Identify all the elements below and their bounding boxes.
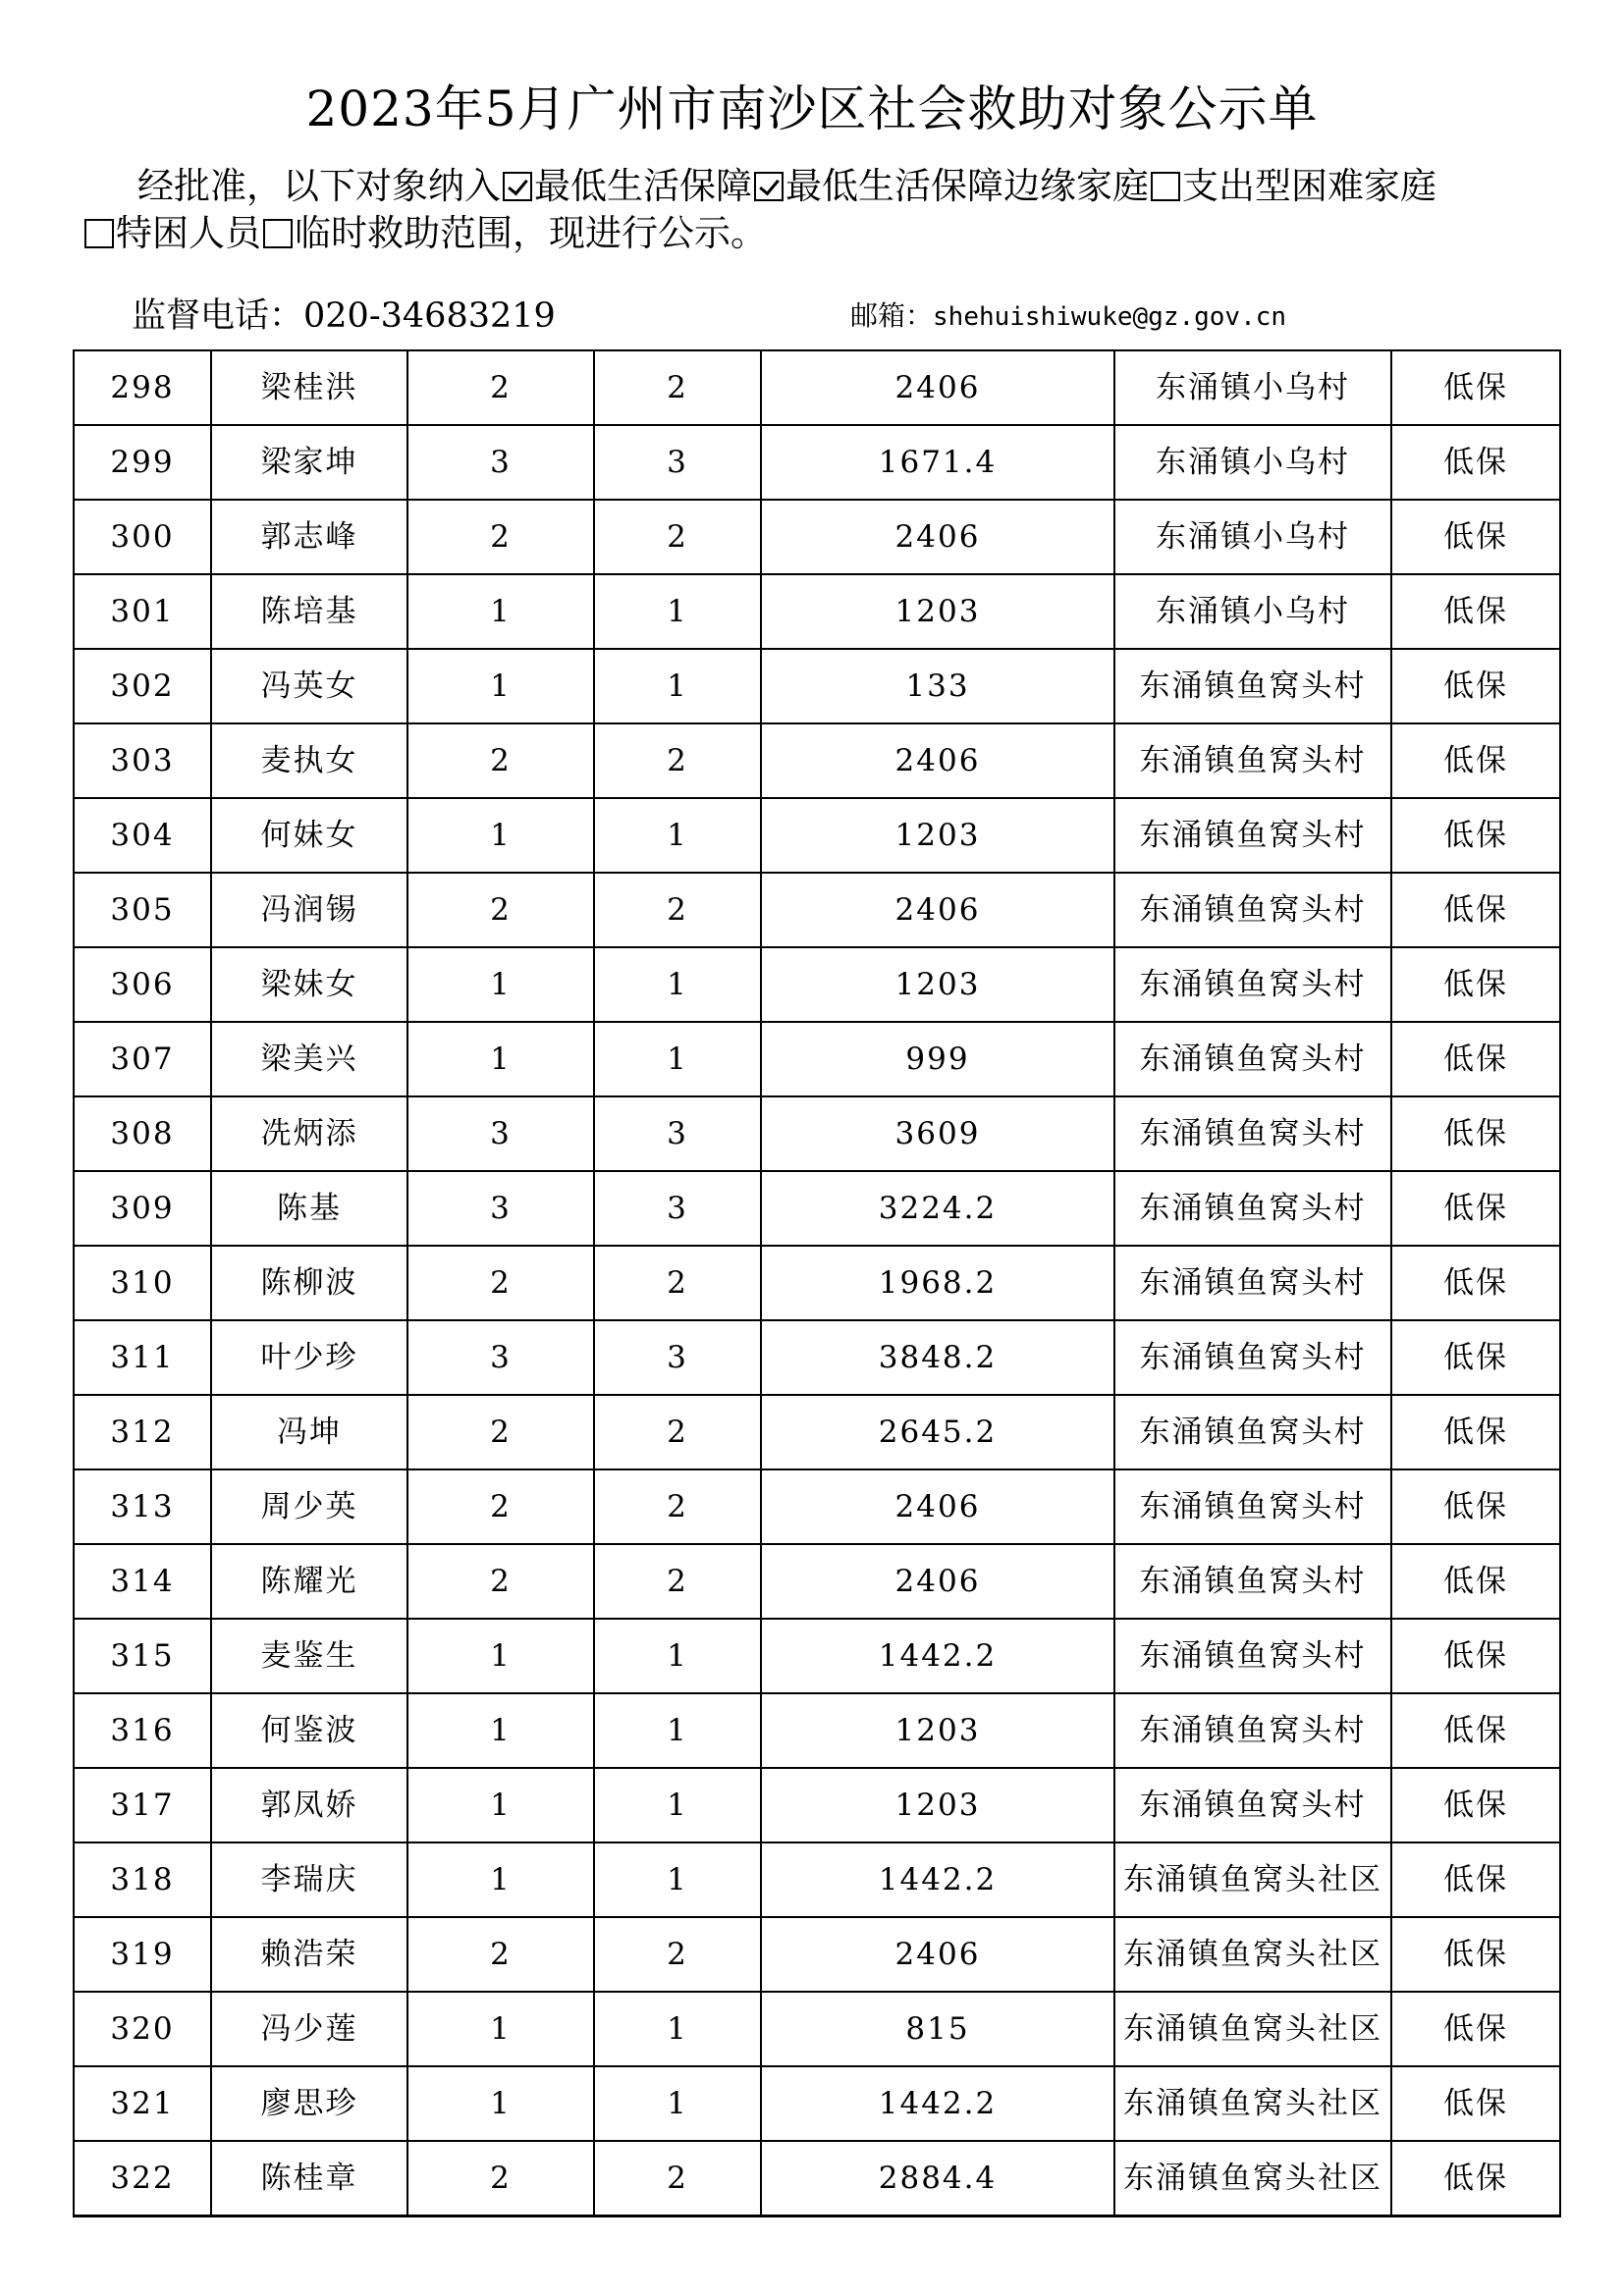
table-row: [74, 2141, 1560, 2216]
table-row: [74, 1096, 1560, 1171]
table-row: [74, 1544, 1560, 1619]
cell-covered-persons: 2: [594, 1395, 761, 1469]
cell-address: 东涌镇小乌村: [1114, 425, 1391, 500]
cell-amount: 2406: [761, 1917, 1114, 1992]
cell-aid-type: 低保: [1391, 425, 1560, 500]
table-row: [74, 1917, 1560, 1992]
cell-aid-type: 低保: [1391, 500, 1560, 574]
cell-name: 郭凤娇: [211, 1768, 407, 1842]
table-row: [74, 1246, 1560, 1320]
cell-serial-number: 300: [74, 500, 211, 574]
intro-prefix: 经批准，以下对象纳入: [137, 165, 501, 207]
table-row: [74, 1469, 1560, 1544]
cell-aid-type: 低保: [1391, 1096, 1560, 1171]
cell-address: 东涌镇小乌村: [1114, 500, 1391, 574]
intro-line-1: [82, 163, 1545, 210]
phone-label: 监督电话：: [132, 296, 304, 336]
cell-amount: 815: [761, 1992, 1114, 2066]
page-title: 2023年5月广州市南沙区社会救助对象公示单: [305, 80, 1319, 137]
cell-household-size: 2: [407, 1544, 594, 1619]
table-row: [74, 873, 1560, 947]
cell-aid-type: 低保: [1391, 1395, 1560, 1469]
cell-aid-type: 低保: [1391, 1246, 1560, 1320]
cell-household-size: 1: [407, 1619, 594, 1693]
option-label-dibao: 最低生活保障: [534, 165, 752, 207]
recipients-table: [73, 349, 1561, 2217]
table-row: [74, 1768, 1560, 1842]
cell-serial-number: 315: [74, 1619, 211, 1693]
email-label: 邮箱：: [850, 299, 934, 332]
cell-household-size: 3: [407, 1171, 594, 1246]
cell-name: 梁妹女: [211, 947, 407, 1022]
cell-address: 东涌镇鱼窝头社区: [1114, 2141, 1391, 2216]
table-row: [74, 1171, 1560, 1246]
cell-amount: 1203: [761, 798, 1114, 873]
cell-name: 冯英女: [211, 649, 407, 723]
cell-amount: 2406: [761, 873, 1114, 947]
cell-aid-type: 低保: [1391, 2141, 1560, 2216]
cell-covered-persons: 3: [594, 1171, 761, 1246]
cell-covered-persons: 3: [594, 1096, 761, 1171]
cell-serial-number: 305: [74, 873, 211, 947]
cell-name: 何鉴波: [211, 1693, 407, 1768]
table-row: [74, 723, 1560, 798]
cell-covered-persons: 2: [594, 873, 761, 947]
cell-amount: 1203: [761, 1693, 1114, 1768]
cell-household-size: 3: [407, 1320, 594, 1395]
cell-name: 赖浩荣: [211, 1917, 407, 1992]
cell-amount: 1442.2: [761, 1842, 1114, 1917]
cell-address: 东涌镇鱼窝头村: [1114, 723, 1391, 798]
cell-amount: 1203: [761, 947, 1114, 1022]
cell-household-size: 2: [407, 1917, 594, 1992]
cell-amount: 2406: [761, 1544, 1114, 1619]
checkbox-checked-icon: [503, 172, 532, 201]
checkbox-empty-icon: [1151, 172, 1180, 201]
cell-serial-number: 312: [74, 1395, 211, 1469]
cell-household-size: 3: [407, 425, 594, 500]
cell-serial-number: 320: [74, 1992, 211, 2066]
cell-household-size: 1: [407, 574, 594, 649]
cell-covered-persons: 2: [594, 500, 761, 574]
cell-aid-type: 低保: [1391, 2066, 1560, 2141]
table-row: [74, 425, 1560, 500]
cell-amount: 2406: [761, 723, 1114, 798]
cell-household-size: 2: [407, 723, 594, 798]
table-row: [74, 947, 1560, 1022]
cell-covered-persons: 1: [594, 1022, 761, 1096]
cell-address: 东涌镇鱼窝头村: [1114, 1395, 1391, 1469]
cell-serial-number: 318: [74, 1842, 211, 1917]
cell-address: 东涌镇鱼窝头村: [1114, 1619, 1391, 1693]
cell-aid-type: 低保: [1391, 350, 1560, 425]
option-label-dibao-edge: 最低生活保障边缘家庭: [785, 165, 1149, 207]
cell-amount: 1442.2: [761, 1619, 1114, 1693]
cell-aid-type: 低保: [1391, 1544, 1560, 1619]
cell-amount: 1968.2: [761, 1246, 1114, 1320]
cell-amount: 1203: [761, 574, 1114, 649]
cell-name: 梁家坤: [211, 425, 407, 500]
cell-aid-type: 低保: [1391, 723, 1560, 798]
cell-covered-persons: 3: [594, 1320, 761, 1395]
cell-household-size: 1: [407, 2066, 594, 2141]
cell-household-size: 1: [407, 1693, 594, 1768]
cell-household-size: 2: [407, 873, 594, 947]
cell-household-size: 1: [407, 649, 594, 723]
cell-serial-number: 319: [74, 1917, 211, 1992]
supervision-phone: [132, 293, 556, 340]
cell-household-size: 1: [407, 947, 594, 1022]
cell-name: 梁美兴: [211, 1022, 407, 1096]
cell-household-size: 1: [407, 1768, 594, 1842]
table-row: [74, 350, 1560, 425]
cell-name: 梁桂洪: [211, 350, 407, 425]
cell-serial-number: 309: [74, 1171, 211, 1246]
table-row: [74, 574, 1560, 649]
supervision-email: [850, 296, 1286, 337]
table-row: [74, 649, 1560, 723]
table-row: [74, 500, 1560, 574]
cell-serial-number: 308: [74, 1096, 211, 1171]
intro-paragraph: [82, 163, 1545, 257]
cell-aid-type: 低保: [1391, 798, 1560, 873]
cell-name: 陈培基: [211, 574, 407, 649]
cell-address: 东涌镇鱼窝头村: [1114, 1022, 1391, 1096]
cell-covered-persons: 1: [594, 649, 761, 723]
cell-address: 东涌镇鱼窝头村: [1114, 1693, 1391, 1768]
cell-serial-number: 310: [74, 1246, 211, 1320]
cell-amount: 1442.2: [761, 2066, 1114, 2141]
cell-covered-persons: 2: [594, 1469, 761, 1544]
cell-address: 东涌镇鱼窝头社区: [1114, 2066, 1391, 2141]
table-row: [74, 1022, 1560, 1096]
cell-covered-persons: 3: [594, 425, 761, 500]
cell-covered-persons: 2: [594, 1246, 761, 1320]
cell-covered-persons: 1: [594, 1992, 761, 2066]
cell-covered-persons: 1: [594, 574, 761, 649]
cell-household-size: 2: [407, 1395, 594, 1469]
table-row: [74, 1619, 1560, 1693]
cell-covered-persons: 1: [594, 1842, 761, 1917]
cell-aid-type: 低保: [1391, 1022, 1560, 1096]
cell-aid-type: 低保: [1391, 1469, 1560, 1544]
cell-serial-number: 311: [74, 1320, 211, 1395]
cell-aid-type: 低保: [1391, 649, 1560, 723]
checkbox-empty-icon: [84, 219, 114, 248]
cell-serial-number: 306: [74, 947, 211, 1022]
cell-aid-type: 低保: [1391, 1768, 1560, 1842]
option-label-temporary-aid: 临时救助: [295, 212, 440, 254]
cell-amount: 2406: [761, 1469, 1114, 1544]
cell-covered-persons: 1: [594, 2066, 761, 2141]
cell-name: 廖思珍: [211, 2066, 407, 2141]
cell-amount: 2884.4: [761, 2141, 1114, 2216]
cell-aid-type: 低保: [1391, 1992, 1560, 2066]
cell-aid-type: 低保: [1391, 1171, 1560, 1246]
cell-amount: 999: [761, 1022, 1114, 1096]
cell-name: 陈耀光: [211, 1544, 407, 1619]
cell-household-size: 1: [407, 1022, 594, 1096]
cell-amount: 3609: [761, 1096, 1114, 1171]
cell-amount: 2406: [761, 350, 1114, 425]
cell-aid-type: 低保: [1391, 1842, 1560, 1917]
table-row: [74, 1842, 1560, 1917]
cell-amount: 2406: [761, 500, 1114, 574]
cell-aid-type: 低保: [1391, 1917, 1560, 1992]
cell-address: 东涌镇小乌村: [1114, 574, 1391, 649]
table-body: [74, 350, 1560, 2216]
option-label-expense-hardship: 支出型困难家庭: [1182, 165, 1436, 207]
cell-name: 冯润锡: [211, 873, 407, 947]
phone-number: 020-34683219: [303, 296, 556, 336]
cell-amount: 3224.2: [761, 1171, 1114, 1246]
cell-aid-type: 低保: [1391, 947, 1560, 1022]
cell-aid-type: 低保: [1391, 574, 1560, 649]
cell-covered-persons: 1: [594, 1619, 761, 1693]
checkbox-checked-icon: [754, 172, 784, 201]
cell-covered-persons: 2: [594, 1917, 761, 1992]
cell-covered-persons: 2: [594, 2141, 761, 2216]
cell-address: 东涌镇鱼窝头村: [1114, 873, 1391, 947]
cell-name: 叶少珍: [211, 1320, 407, 1395]
cell-amount: 3848.2: [761, 1320, 1114, 1395]
cell-amount: 133: [761, 649, 1114, 723]
cell-name: 周少英: [211, 1469, 407, 1544]
cell-address: 东涌镇鱼窝头村: [1114, 649, 1391, 723]
cell-name: 麦执女: [211, 723, 407, 798]
cell-household-size: 2: [407, 2141, 594, 2216]
cell-amount: 2645.2: [761, 1395, 1114, 1469]
cell-serial-number: 322: [74, 2141, 211, 2216]
cell-address: 东涌镇鱼窝头村: [1114, 1469, 1391, 1544]
cell-aid-type: 低保: [1391, 873, 1560, 947]
cell-household-size: 1: [407, 1992, 594, 2066]
cell-serial-number: 301: [74, 574, 211, 649]
cell-name: 陈基: [211, 1171, 407, 1246]
cell-serial-number: 314: [74, 1544, 211, 1619]
cell-address: 东涌镇鱼窝头社区: [1114, 1842, 1391, 1917]
cell-address: 东涌镇鱼窝头村: [1114, 1544, 1391, 1619]
cell-address: 东涌镇鱼窝头村: [1114, 947, 1391, 1022]
option-label-tekun: 特困人员: [116, 212, 261, 254]
contact-info: [0, 293, 1624, 340]
cell-covered-persons: 1: [594, 1768, 761, 1842]
cell-address: 东涌镇鱼窝头社区: [1114, 1917, 1391, 1992]
table-row: [74, 1693, 1560, 1768]
cell-serial-number: 313: [74, 1469, 211, 1544]
cell-serial-number: 317: [74, 1768, 211, 1842]
cell-address: 东涌镇鱼窝头村: [1114, 798, 1391, 873]
cell-address: 东涌镇鱼窝头村: [1114, 1768, 1391, 1842]
cell-household-size: 1: [407, 1842, 594, 1917]
cell-name: 郭志峰: [211, 500, 407, 574]
cell-serial-number: 298: [74, 350, 211, 425]
cell-household-size: 2: [407, 1246, 594, 1320]
cell-address: 东涌镇鱼窝头村: [1114, 1320, 1391, 1395]
cell-covered-persons: 2: [594, 1544, 761, 1619]
cell-covered-persons: 2: [594, 350, 761, 425]
cell-household-size: 3: [407, 1096, 594, 1171]
cell-address: 东涌镇鱼窝头村: [1114, 1171, 1391, 1246]
table-row: [74, 2066, 1560, 2141]
table-row: [74, 1320, 1560, 1395]
cell-serial-number: 302: [74, 649, 211, 723]
cell-serial-number: 316: [74, 1693, 211, 1768]
cell-household-size: 2: [407, 1469, 594, 1544]
cell-address: 东涌镇鱼窝头村: [1114, 1096, 1391, 1171]
cell-covered-persons: 1: [594, 947, 761, 1022]
cell-name: 陈桂章: [211, 2141, 407, 2216]
cell-name: 冯坤: [211, 1395, 407, 1469]
cell-name: 麦鉴生: [211, 1619, 407, 1693]
checkbox-empty-icon: [263, 219, 293, 248]
cell-household-size: 2: [407, 500, 594, 574]
cell-address: 东涌镇鱼窝头社区: [1114, 1992, 1391, 2066]
table-row: [74, 1395, 1560, 1469]
table-row: [74, 798, 1560, 873]
cell-aid-type: 低保: [1391, 1693, 1560, 1768]
cell-name: 冯少莲: [211, 1992, 407, 2066]
cell-covered-persons: 1: [594, 798, 761, 873]
cell-aid-type: 低保: [1391, 1320, 1560, 1395]
intro-suffix: 范围，现进行公示。: [440, 212, 767, 254]
cell-name: 冼炳添: [211, 1096, 407, 1171]
table-row: [74, 1992, 1560, 2066]
cell-household-size: 2: [407, 350, 594, 425]
cell-covered-persons: 1: [594, 1693, 761, 1768]
intro-line-2: [82, 210, 1545, 257]
cell-amount: 1203: [761, 1768, 1114, 1842]
cell-address: 东涌镇小乌村: [1114, 350, 1391, 425]
cell-aid-type: 低保: [1391, 1619, 1560, 1693]
cell-name: 李瑞庆: [211, 1842, 407, 1917]
cell-covered-persons: 2: [594, 723, 761, 798]
cell-name: 何妹女: [211, 798, 407, 873]
cell-address: 东涌镇鱼窝头村: [1114, 1246, 1391, 1320]
cell-serial-number: 307: [74, 1022, 211, 1096]
cell-serial-number: 304: [74, 798, 211, 873]
cell-serial-number: 321: [74, 2066, 211, 2141]
cell-household-size: 1: [407, 798, 594, 873]
cell-serial-number: 303: [74, 723, 211, 798]
email-address: shehuishiwuke@gz.gov.cn: [933, 302, 1287, 332]
cell-name: 陈柳波: [211, 1246, 407, 1320]
cell-amount: 1671.4: [761, 425, 1114, 500]
cell-serial-number: 299: [74, 425, 211, 500]
